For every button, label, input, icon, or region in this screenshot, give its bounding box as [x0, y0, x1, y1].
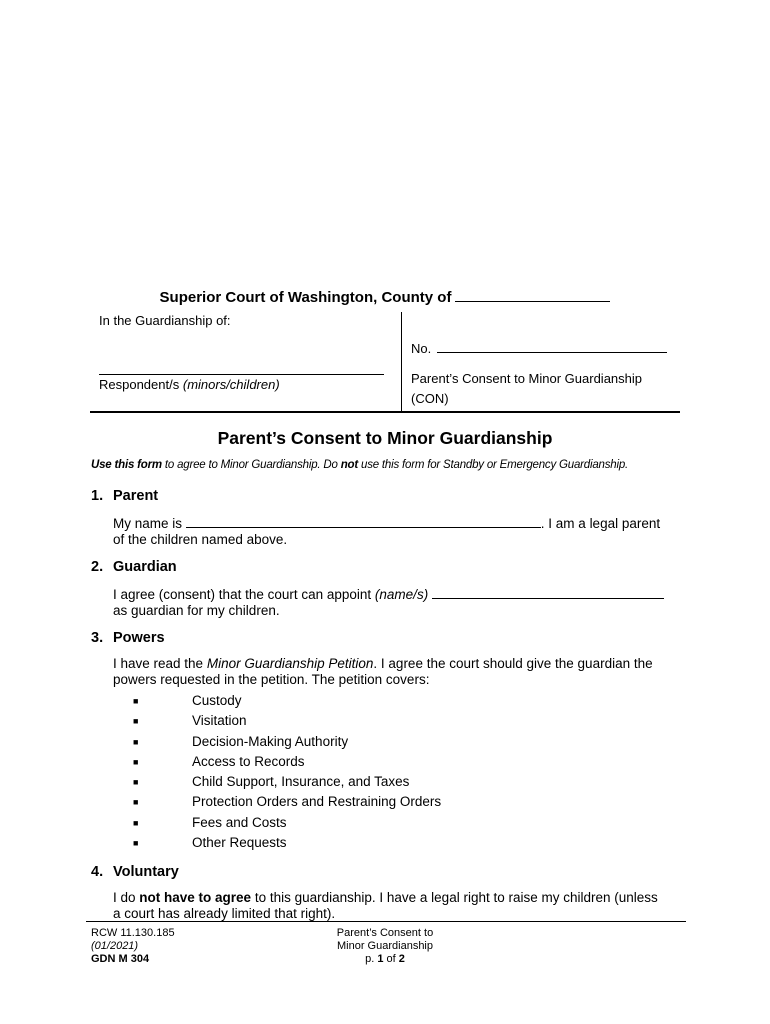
footer-form-name-line1: Parent’s Consent to	[336, 927, 434, 939]
section-4-text	[113, 890, 678, 922]
caption-form-code: (CON)	[411, 391, 449, 406]
section-1-heading	[91, 488, 158, 504]
case-number-label: No.	[411, 341, 432, 356]
section-3-text-part1: I have read the	[113, 656, 207, 671]
section-3-heading	[91, 630, 165, 646]
caption-divider-horizontal	[90, 411, 680, 413]
in-the-guardianship-of: In the Guardianship of:	[99, 313, 231, 328]
section-3-number: 3.	[91, 630, 104, 646]
intro-part3: not	[340, 459, 358, 471]
respondent-label-text: Respondent/s	[99, 377, 180, 392]
respondent-note: (minors/children)	[182, 377, 280, 392]
list-item	[113, 752, 613, 772]
section-4-number: 4.	[91, 864, 104, 880]
list-item-text: Visitation	[192, 713, 247, 729]
list-item-text: Child Support, Insurance, and Taxes	[192, 774, 410, 790]
footer-form-code: GDN M 304	[91, 953, 150, 965]
section-2-text	[113, 585, 678, 619]
footer-form-name-line2: Minor Guardianship	[337, 940, 433, 952]
section-2-number: 2.	[91, 559, 104, 575]
guardian-name-blank[interactable]	[432, 585, 664, 599]
section-1-text-before: My name is	[113, 516, 183, 531]
bullet-icon: ■	[133, 777, 139, 788]
section-4-text-line2: a court has already limited that right).	[113, 906, 336, 921]
case-number	[411, 340, 667, 356]
list-item-text: Access to Records	[192, 753, 305, 769]
section-4-text-part2: to this guardianship. I have a legal right to raise my children (unless	[251, 890, 658, 905]
list-item-text: Decision-Making Authority	[192, 733, 349, 749]
bullet-icon: ■	[133, 797, 139, 808]
document-title: Parent’s Consent to Minor Guardianship	[217, 428, 553, 448]
court-title	[0, 287, 770, 306]
section-3-text-italic: Minor Guardianship Petition	[206, 656, 374, 671]
page-current: 1	[377, 953, 384, 965]
caption-divider-vertical	[401, 312, 402, 411]
list-item	[113, 772, 613, 792]
list-item	[113, 792, 613, 812]
list-item-text: Protection Orders and Restraining Orders	[192, 794, 442, 810]
intro-part2: to agree to Minor Guardianship. Do	[161, 459, 341, 471]
page-of: of	[383, 953, 399, 965]
caption-form-name-line1: Parent’s Consent to Minor Guardianship	[411, 371, 642, 386]
bullet-icon: ■	[133, 838, 139, 849]
section-1-text	[113, 514, 678, 548]
list-item-text: Fees and Costs	[192, 814, 287, 830]
section-2-text-italic: (name/s)	[374, 587, 429, 602]
section-4-title: Voluntary	[113, 864, 179, 880]
section-1-title: Parent	[113, 488, 159, 504]
page-prefix: p.	[365, 953, 378, 965]
section-2-title: Guardian	[113, 559, 177, 575]
section-3-text-line2: powers requested in the petition. The petition covers:	[113, 672, 430, 687]
section-3-title: Powers	[113, 630, 165, 646]
list-item	[113, 711, 613, 731]
respondent-label	[99, 377, 280, 392]
list-item-text: Other Requests	[192, 835, 287, 851]
section-4-text-bold: not have to agree	[139, 890, 252, 905]
caption-form-name	[411, 369, 671, 409]
footer-date: (01/2021)	[91, 940, 139, 952]
bullet-icon: ■	[133, 756, 139, 767]
court-title-text: Superior Court of Washington, County of	[159, 289, 452, 306]
parent-name-blank[interactable]	[186, 514, 541, 528]
section-2-text-before: I agree (consent) that the court can appoint	[113, 587, 375, 602]
list-item	[113, 813, 613, 833]
bullet-icon: ■	[133, 696, 139, 706]
intro-instructions	[91, 459, 628, 471]
case-number-blank[interactable]	[437, 340, 667, 353]
bullet-icon: ■	[133, 716, 139, 727]
list-item	[113, 833, 613, 853]
section-1-text-after: . I am a legal parent	[540, 516, 661, 531]
section-2-text-line2: as guardian for my children.	[113, 603, 280, 618]
bullet-icon: ■	[133, 817, 139, 828]
respondent-name-blank[interactable]	[99, 374, 384, 375]
powers-list	[113, 691, 613, 853]
page-number	[0, 953, 770, 966]
county-blank[interactable]	[455, 287, 610, 302]
footer-divider	[86, 921, 686, 922]
intro-part1: Use this form	[91, 459, 162, 471]
section-4-text-part1: I do	[113, 890, 140, 905]
section-4-heading	[91, 864, 179, 880]
section-3-text-part2: . I agree the court should give the guardian the	[373, 656, 653, 671]
footer-center	[0, 927, 770, 966]
section-2-heading	[91, 559, 177, 575]
section-1-number: 1.	[91, 488, 104, 504]
section-3-text	[113, 656, 678, 688]
bullet-icon: ■	[133, 736, 139, 747]
footer-rcw: RCW 11.130.185	[91, 927, 175, 939]
page-total: 2	[398, 953, 405, 965]
section-1-text-line2: of the children named above.	[113, 532, 288, 547]
list-item	[113, 691, 613, 711]
intro-part4: use this form for Standby or Emergency Guardianship.	[358, 459, 629, 471]
list-item-text: Custody	[192, 693, 242, 708]
list-item	[113, 732, 613, 752]
